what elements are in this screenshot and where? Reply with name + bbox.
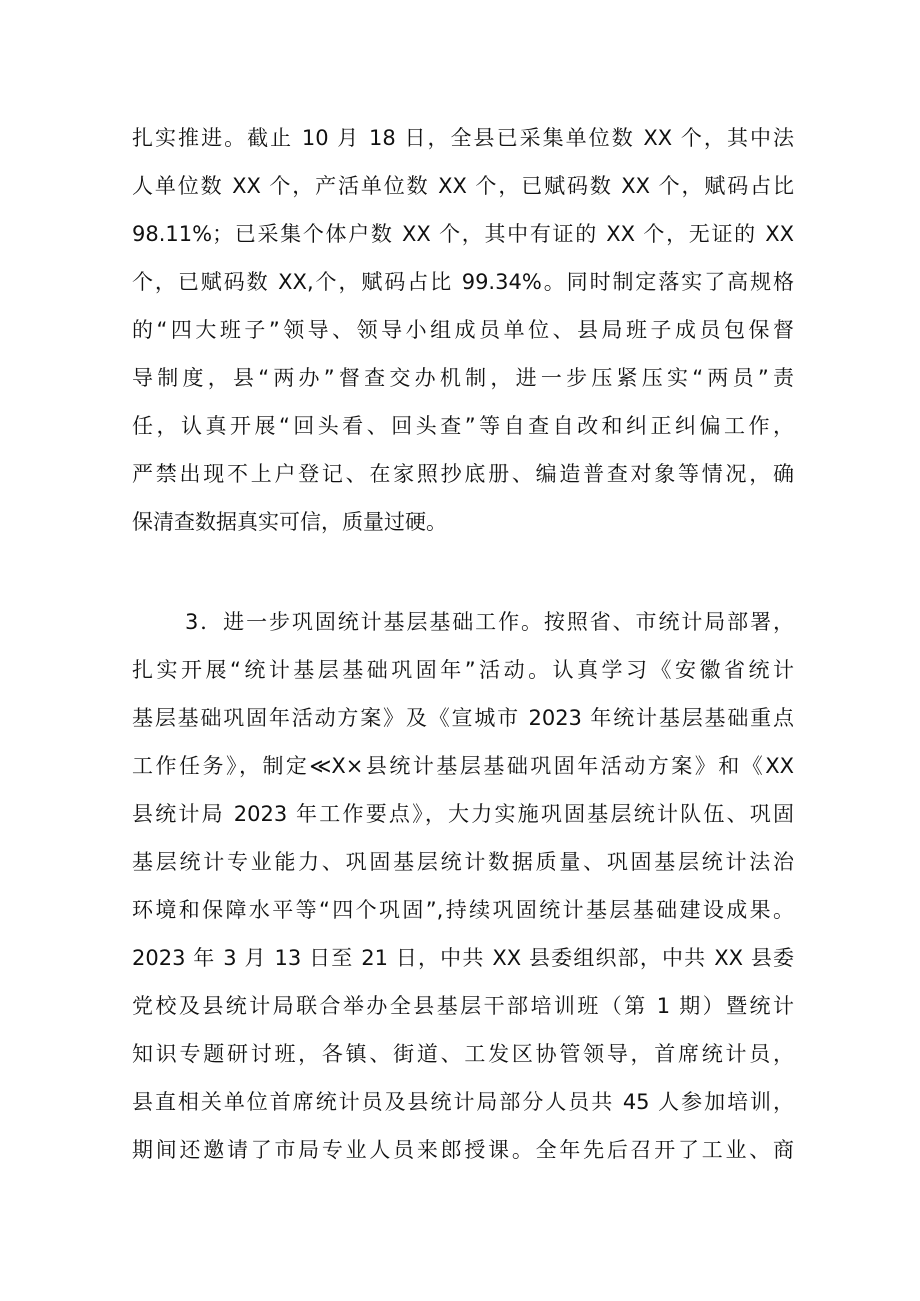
text-line: 扎实推进。截止 10 月 18 日，全县已采集单位数 XX 个，其中法 — [132, 126, 794, 150]
section-heading-line: 3．进一步巩固统计基层基础工作。按照省、市统计局部署， — [185, 610, 794, 634]
text-line: 环境和保障水平等“四个巩固”,持续巩固统计基层基础建设成果。 — [132, 898, 794, 922]
text-line: 保清查数据真实可信，质量过硬。 — [132, 510, 447, 534]
text-line: 人单位数 XX 个，产活单位数 XX 个，已赋码数 XX 个，赋码占比 — [132, 174, 794, 198]
text-line: 工作任务》，制定≪X×县统计基层基础巩固年活动方案》和《XX — [132, 754, 794, 778]
text-line: 期间还邀请了市局专业人员来郎授课。全年先后召开了工业、商 — [132, 1138, 794, 1162]
text-line: 县统计局 2023 年工作要点》，大力实施巩固基层统计队伍、巩固 — [132, 802, 794, 826]
text-line: 任，认真开展“回头看、回头查”等自查自改和纠正纠偏工作， — [132, 414, 794, 438]
text-line: 扎实开展“统计基层基础巩固年”活动。认真学习《安徽省统计 — [132, 658, 794, 682]
text-line: 县直相关单位首席统计员及县统计局部分人员共 45 人参加培训， — [132, 1090, 794, 1114]
text-line: 基层统计专业能力、巩固基层统计数据质量、巩固基层统计法治 — [132, 850, 794, 874]
text-line: 党校及县统计局联合举办全县基层干部培训班（第 1 期）暨统计 — [132, 994, 794, 1018]
paragraph-grassroots-work — [132, 598, 794, 1174]
text-line: 导制度，县“两办”督查交办机制，进一步压紧压实“两员”责 — [132, 366, 794, 390]
text-line: 知识专题研讨班，各镇、街道、工发区协管领导，首席统计员， — [132, 1042, 794, 1066]
paragraph-data-collection — [132, 114, 794, 546]
text-line: 2023 年 3 月 13 日至 21 日，中共 XX 县委组织部，中共 XX 县委 — [132, 946, 794, 970]
text-line: 的“四大班子”领导、领导小组成员单位、县局班子成员包保督 — [132, 318, 794, 342]
text-line: 98.11%；已采集个体户数 XX 个，其中有证的 XX 个，无证的 XX — [132, 222, 794, 246]
text-line: 基层基础巩固年活动方案》及《宣城市 2023 年统计基层基础重点 — [132, 706, 794, 730]
text-line: 个，已赋码数 XX,个，赋码占比 99.34%。同时制定落实了高规格 — [132, 270, 794, 294]
text-line: 严禁出现不上户登记、在家照抄底册、编造普查对象等情况，确 — [132, 462, 794, 486]
